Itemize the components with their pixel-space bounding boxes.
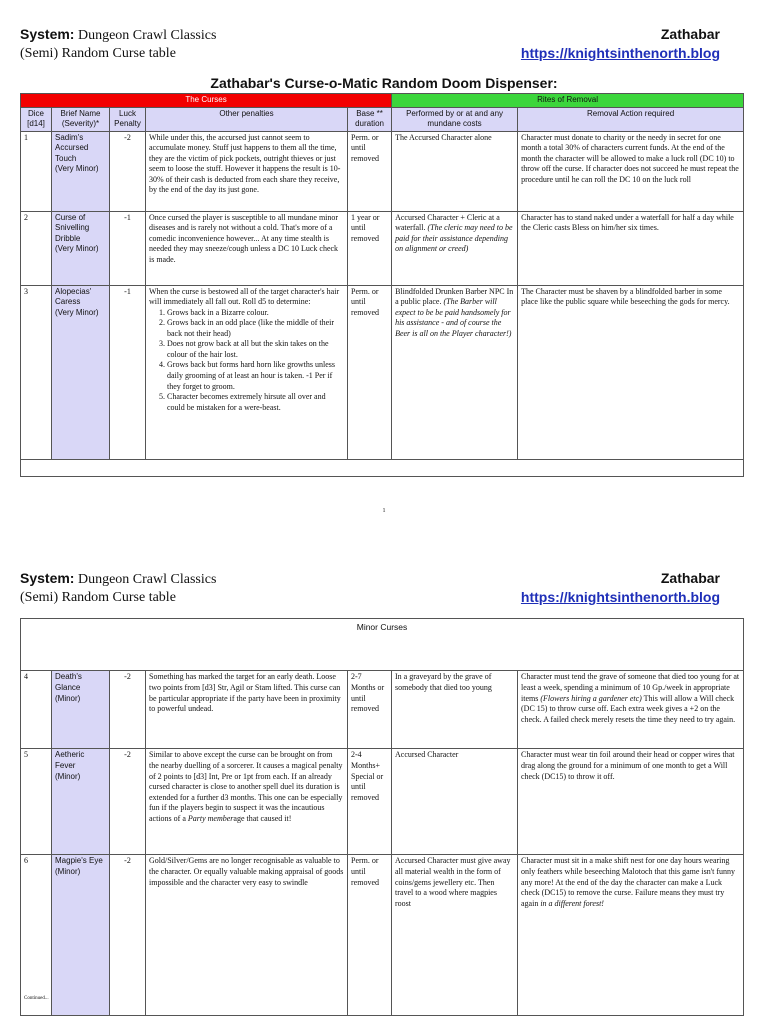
luck-cell: -2 [110, 855, 146, 1016]
d5-outcome-list: 1. Grows back in a Bizarre colour. 2. Grows back in an odd place (like the middle of their back not their head) 3. Does not grow back at all but the skin takes on the colour of the hair lost. 4. Grows back but forms hard horn like growths unless daily grooming of at least an hour is taken. -1 Per if they forget to groom. 5. Character becomes extremely hirsute all over and could be mistaken for a were-beast. [149, 308, 344, 413]
duration-cell: 2-7 Months or until removed [348, 671, 392, 749]
action-cell: Character must tend the grave of someone that died too young for at least a week, spending a minimum of 10 Gp./week in appropriate items (Flowers hiring a gardener etc) This will allow a Will check (DC 15) to throw curse off. Each extra week gives a +2 on the check. A failed check merely resets the time they need to try again. [518, 671, 744, 749]
system-value: Dungeon Crawl Classics [77, 28, 217, 43]
duration-cell: 1 year or until removed [348, 211, 392, 285]
system-label: System: [20, 570, 75, 586]
col-dice: Dice [d14] [21, 107, 52, 131]
blog-link[interactable]: https://knightsinthenorth.blog [520, 45, 720, 61]
col-other: Other penalties [146, 107, 348, 131]
dice-cell: 3 [21, 285, 52, 459]
table-row [21, 285, 744, 459]
table-row [21, 131, 744, 211]
name-cell: Alopecias' Caress (Very Minor) [52, 285, 110, 459]
performed-cell: Accursed Character [392, 749, 518, 855]
table-row [21, 855, 744, 1016]
performed-cell: Blindfolded Drunken Barber NPC In a public place. (The Barber will expect to be be paid handsomely for his assistance - and of course the Beer is all on the Player character!) [392, 285, 518, 459]
col-action: Removal Action required [518, 107, 744, 131]
name-cell: Magpie's Eye (Minor) [52, 855, 110, 1016]
luck-cell: -1 [110, 285, 146, 459]
name-cell: Aetheric Fever (Minor) [52, 749, 110, 855]
other-cell: When the curse is bestowed all of the target character's hair will immediately all fall out. Roll d5 to determine: 1. Grows back in a Bizarre colour. 2. Grows back in an odd place (like the middle of their back not their head) 3. Does not grow back at all but the skin takes on the colour of the hair lost. 4. Grows back but forms hard horn like growths unless daily grooming of at least an hour is taken. -1 Per if they forget to groom. 5. Character becomes extremely hirsute all over and could be mistaken for a were-beast. [146, 285, 348, 459]
page-header [20, 26, 720, 70]
column-headers [21, 107, 744, 131]
system-line [20, 26, 216, 44]
luck-cell: -2 [110, 671, 146, 749]
minor-curses-heading: Minor Curses [21, 619, 744, 671]
author: Zathabar [660, 26, 720, 42]
dice-cell: 6 [21, 855, 52, 1016]
name-cell: Death's Glance (Minor) [52, 671, 110, 749]
col-name: Brief Name (Severity)* [52, 107, 110, 131]
col-luck: Luck Penalty [110, 107, 146, 131]
subtitle: (Semi) Random Curse table [20, 46, 176, 61]
luck-cell: -2 [110, 131, 146, 211]
duration-cell: Perm. or until removed [348, 855, 392, 1016]
curses-band: The Curses [21, 94, 392, 108]
other-cell: Once cursed the player is susceptible to all mundane minor diseases and is rarely not without a cold. That's more of a comedic inconvenience however... At any time stealth is needed they may sneeze/cough unless a DC 10 Luck check is made. [146, 211, 348, 285]
system-label: System: [20, 26, 75, 42]
dice-cell: 2 [21, 211, 52, 285]
duration-cell: Perm. or until removed [348, 131, 392, 211]
empty-row [21, 459, 744, 476]
performed-cell: The Accursed Character alone [392, 131, 518, 211]
action-cell: Character must sit in a make shift nest for one day hours wearing only feathers while beseeching Malotoch that this game isn't funny any more! At the end of the day the character can make a Luck check (DC15) to remove the curse. Failure means they must try again in a different forest! [518, 855, 744, 1016]
table-row [21, 671, 744, 749]
dice-cell: 5 [21, 749, 52, 855]
action-cell: The Character must be shaven by a blindfolded barber in some place like the public square while beseeching the gods for mercy. [518, 285, 744, 459]
other-cell: While under this, the accursed just cannot seem to accumulate money. Stuff just happens to them all the time, they are the victim of pick pockets, outright thieves or just seem to loose the stuff. However it happens the result is 10-30% of their cash is deducted from each share they receive, by the end of the day its just gone. [146, 131, 348, 211]
continued-note: Continued... [24, 996, 49, 1001]
curse-table [20, 93, 744, 477]
author: Zathabar [660, 570, 720, 586]
other-cell: Something has marked the target for an early death. Loose two points from [d3] Str, Agil or Stam lifted. This curse can be particular appropriate if the party have been in proximity to powerful undead. [146, 671, 348, 749]
col-performed: Performed by or at and any mundane costs [392, 107, 518, 131]
performed-cell: Accursed Character + Cleric at a waterfall. (The cleric may need to be paid for their assistance depending on alignment or creed) [392, 211, 518, 285]
action-cell: Character must wear tin foil around their head or copper wires that drag along the ground for a minimum of one month to get a Will check (DC15) to throw it off. [518, 749, 744, 855]
action-cell: Character must donate to charity or the needy in secret for one month a total 30% of characters current funds. At the end of the month the character will be allowed to make a luck roll (DC 10) to throw off the curse. If character does not succeed he must repeat the procedure until he can roll the DC 10 on the luck roll [518, 131, 744, 211]
luck-cell: -1 [110, 211, 146, 285]
page-header [20, 570, 720, 614]
blog-link[interactable]: https://knightsinthenorth.blog [520, 589, 720, 605]
system-line [20, 570, 216, 588]
duration-cell: Perm. or until removed [348, 285, 392, 459]
name-cell: Curse of Snivelling Dribble (Very Minor) [52, 211, 110, 285]
dice-cell: 4 [21, 671, 52, 749]
table-row [21, 749, 744, 855]
table-row [21, 211, 744, 285]
other-cell: Similar to above except the curse can be brought on from the nearby duelling of a sorcerer. It causes a magical penalty of 2 points to [d3] Int, Pre or 1pt from each. If an already cursed character is close to another spell duel its duration is extended for a further d3 months. This one can be especially fun if the players begin to suspect it was the incautious actions of a Party memberage that caused it! [146, 749, 348, 855]
performed-cell: In a graveyard by the grave of somebody that died too young [392, 671, 518, 749]
page-number: 1 [382, 508, 386, 514]
luck-cell: -2 [110, 749, 146, 855]
minor-curse-table [20, 618, 744, 1016]
duration-cell: 2-4 Months+ Special or until removed [348, 749, 392, 855]
name-cell: Sadim's Accursed Touch (Very Minor) [52, 131, 110, 211]
action-cell: Character has to stand naked under a waterfall for half a day while the Cleric casts Bless on him/her six times. [518, 211, 744, 285]
performed-cell: Accursed Character must give away all material wealth in the form of coins/gems jewellery etc. Then travel to a wood where magpies roost [392, 855, 518, 1016]
subtitle: (Semi) Random Curse table [20, 590, 176, 605]
system-value: Dungeon Crawl Classics [77, 572, 217, 587]
document-title: Zathabar's Curse-o-Matic Random Doom Dispenser: [210, 75, 558, 91]
other-cell: Gold/Silver/Gems are no longer recognisable as valuable to the character. Or equally valuable making appraisal of goods impossible and the character very easy to swindle [146, 855, 348, 1016]
removal-band: Rites of Removal [392, 94, 744, 108]
dice-cell: 1 [21, 131, 52, 211]
col-duration: Base ** duration [348, 107, 392, 131]
